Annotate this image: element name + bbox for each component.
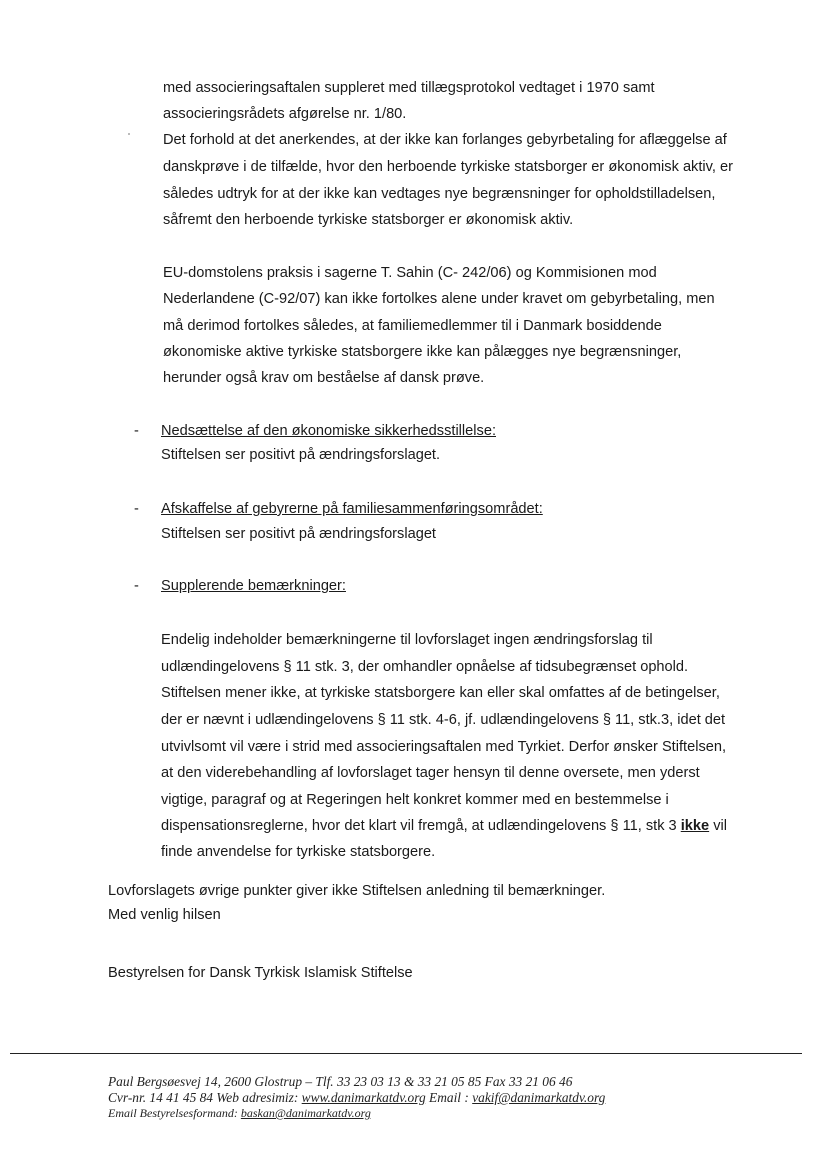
p3-line-7: vigtige, paragraf og at Regeringen helt konkret kommer med en bestemmelse i — [161, 792, 669, 808]
p3-after-emphasis: vil — [713, 818, 727, 834]
bullet-1-heading: Nedsættelse af den økonomiske sikkerhedsstillelse: — [161, 423, 496, 439]
footer-contact-line — [108, 1090, 605, 1105]
p1-line-5: således udtryk for at der ikke kan vedtages nye begrænsninger for opholdstilladelsen, — [163, 186, 716, 202]
scan-speck — [128, 133, 130, 135]
bullet-2-text: Stiftelsen ser positivt på ændringsforslaget — [161, 526, 436, 542]
closing-line-1: Lovforslagets øvrige punkter giver ikke Stiftelsen anledning til bemærkninger. — [108, 883, 606, 899]
closing-line-2: Med venlig hilsen — [108, 907, 221, 923]
bullet-dash-3: - — [134, 578, 139, 594]
bullet-2-heading: Afskaffelse af gebyrerne på familiesammenføringsområdet: — [161, 501, 543, 517]
p1-line-6: såfremt den herboende tyrkiske statsborger er økonomisk aktiv. — [163, 212, 574, 228]
bullet-3-heading: Supplerende bemærkninger: — [161, 578, 346, 594]
footer-divider — [10, 1053, 802, 1054]
footer-chair-email-link[interactable]: baskan@danimarkatdv.org — [240, 1106, 371, 1120]
p3-line-5: utvivlsomt vil være i strid med associeringsaftalen med Tyrkiet. Derfor ønsker Stiftelsen, — [161, 739, 727, 755]
p3-line-2: udlændingelovens § 11 stk. 3, der omhandler opnåelse af tidsubegrænset ophold. — [161, 659, 689, 675]
p1-line-1: med associeringsaftalen suppleret med tillægsprotokol vedtaget i 1970 samt — [163, 80, 655, 96]
p3-line-1: Endelig indeholder bemærkningerne til lovforslaget ingen ændringsforslag til — [161, 632, 653, 648]
p3-line-6: at den viderebehandling af lovforslaget tager hensyn til denne oversete, men yderst — [161, 765, 700, 781]
p2-line-4: økonomiske aktive tyrkiske statsborgere ikke kan pålægges nye begrænsninger, — [163, 344, 682, 360]
p3-line-3: Stiftelsen mener ikke, at tyrkiske statsborgere kan eller skal omfattes af de betingelser, — [161, 685, 720, 701]
p1-line-2: associeringsrådets afgørelse nr. 1/80. — [163, 106, 407, 122]
p3-line-8 — [161, 816, 727, 836]
p2-line-3: må derimod fortolkes således, at familiemedlemmer til i Danmark bosiddende — [163, 318, 662, 334]
footer-address: Paul Bergsøesvej 14, 2600 Glostrup – Tlf. 33 23 03 13 & 33 21 05 85 Fax 33 21 06 46 — [108, 1074, 573, 1089]
p1-line-4: danskprøve i de tilfælde, hvor den herboende tyrkiske statsborger er økonomisk aktiv, er — [163, 159, 733, 175]
p3-line-9: finde anvendelse for tyrkiske statsborgere. — [161, 844, 436, 860]
bullet-dash-1: - — [134, 423, 139, 439]
footer-chair-line — [108, 1106, 371, 1121]
p2-line-1: EU-domstolens praksis i sagerne T. Sahin (C- 242/06) og Kommisionen mod — [163, 265, 657, 281]
p3-line-8-text: dispensationsreglerne, hvor det klart vil fremgå, at udlændingelovens § 11, stk 3 — [161, 818, 677, 834]
p3-emphasis: ikke — [680, 818, 710, 834]
footer-web-link[interactable]: www.danimarkatdv.org — [301, 1090, 426, 1105]
footer-chair-label: Email Bestyrelsesformand: — [108, 1106, 238, 1120]
bullet-dash-2: - — [134, 501, 139, 517]
p2-line-2: Nederlandene (C-92/07) kan ikke fortolkes alene under kravet om gebyrbetaling, men — [163, 291, 715, 307]
signature: Bestyrelsen for Dansk Tyrkisk Islamisk Stiftelse — [108, 965, 413, 981]
p3-line-4: der er nævnt i udlændingelovens § 11 stk. 4-6, jf. udlændingelovens § 11, stk.3, idet det — [161, 712, 726, 728]
footer-email-label: Email : — [429, 1090, 469, 1105]
bullet-1-text: Stiftelsen ser positivt på ændringsforslaget. — [161, 447, 441, 463]
p2-line-5: herunder også krav om beståelse af dansk prøve. — [163, 370, 485, 386]
p1-line-3: Det forhold at det anerkendes, at der ikke kan forlanges gebyrbetaling for aflæggelse af — [163, 132, 727, 148]
footer-email-link[interactable]: vakif@danimarkatdv.org — [472, 1090, 606, 1105]
footer-cvr-web-label: Cvr-nr. 14 41 45 84 Web adresimiz: — [108, 1090, 299, 1105]
